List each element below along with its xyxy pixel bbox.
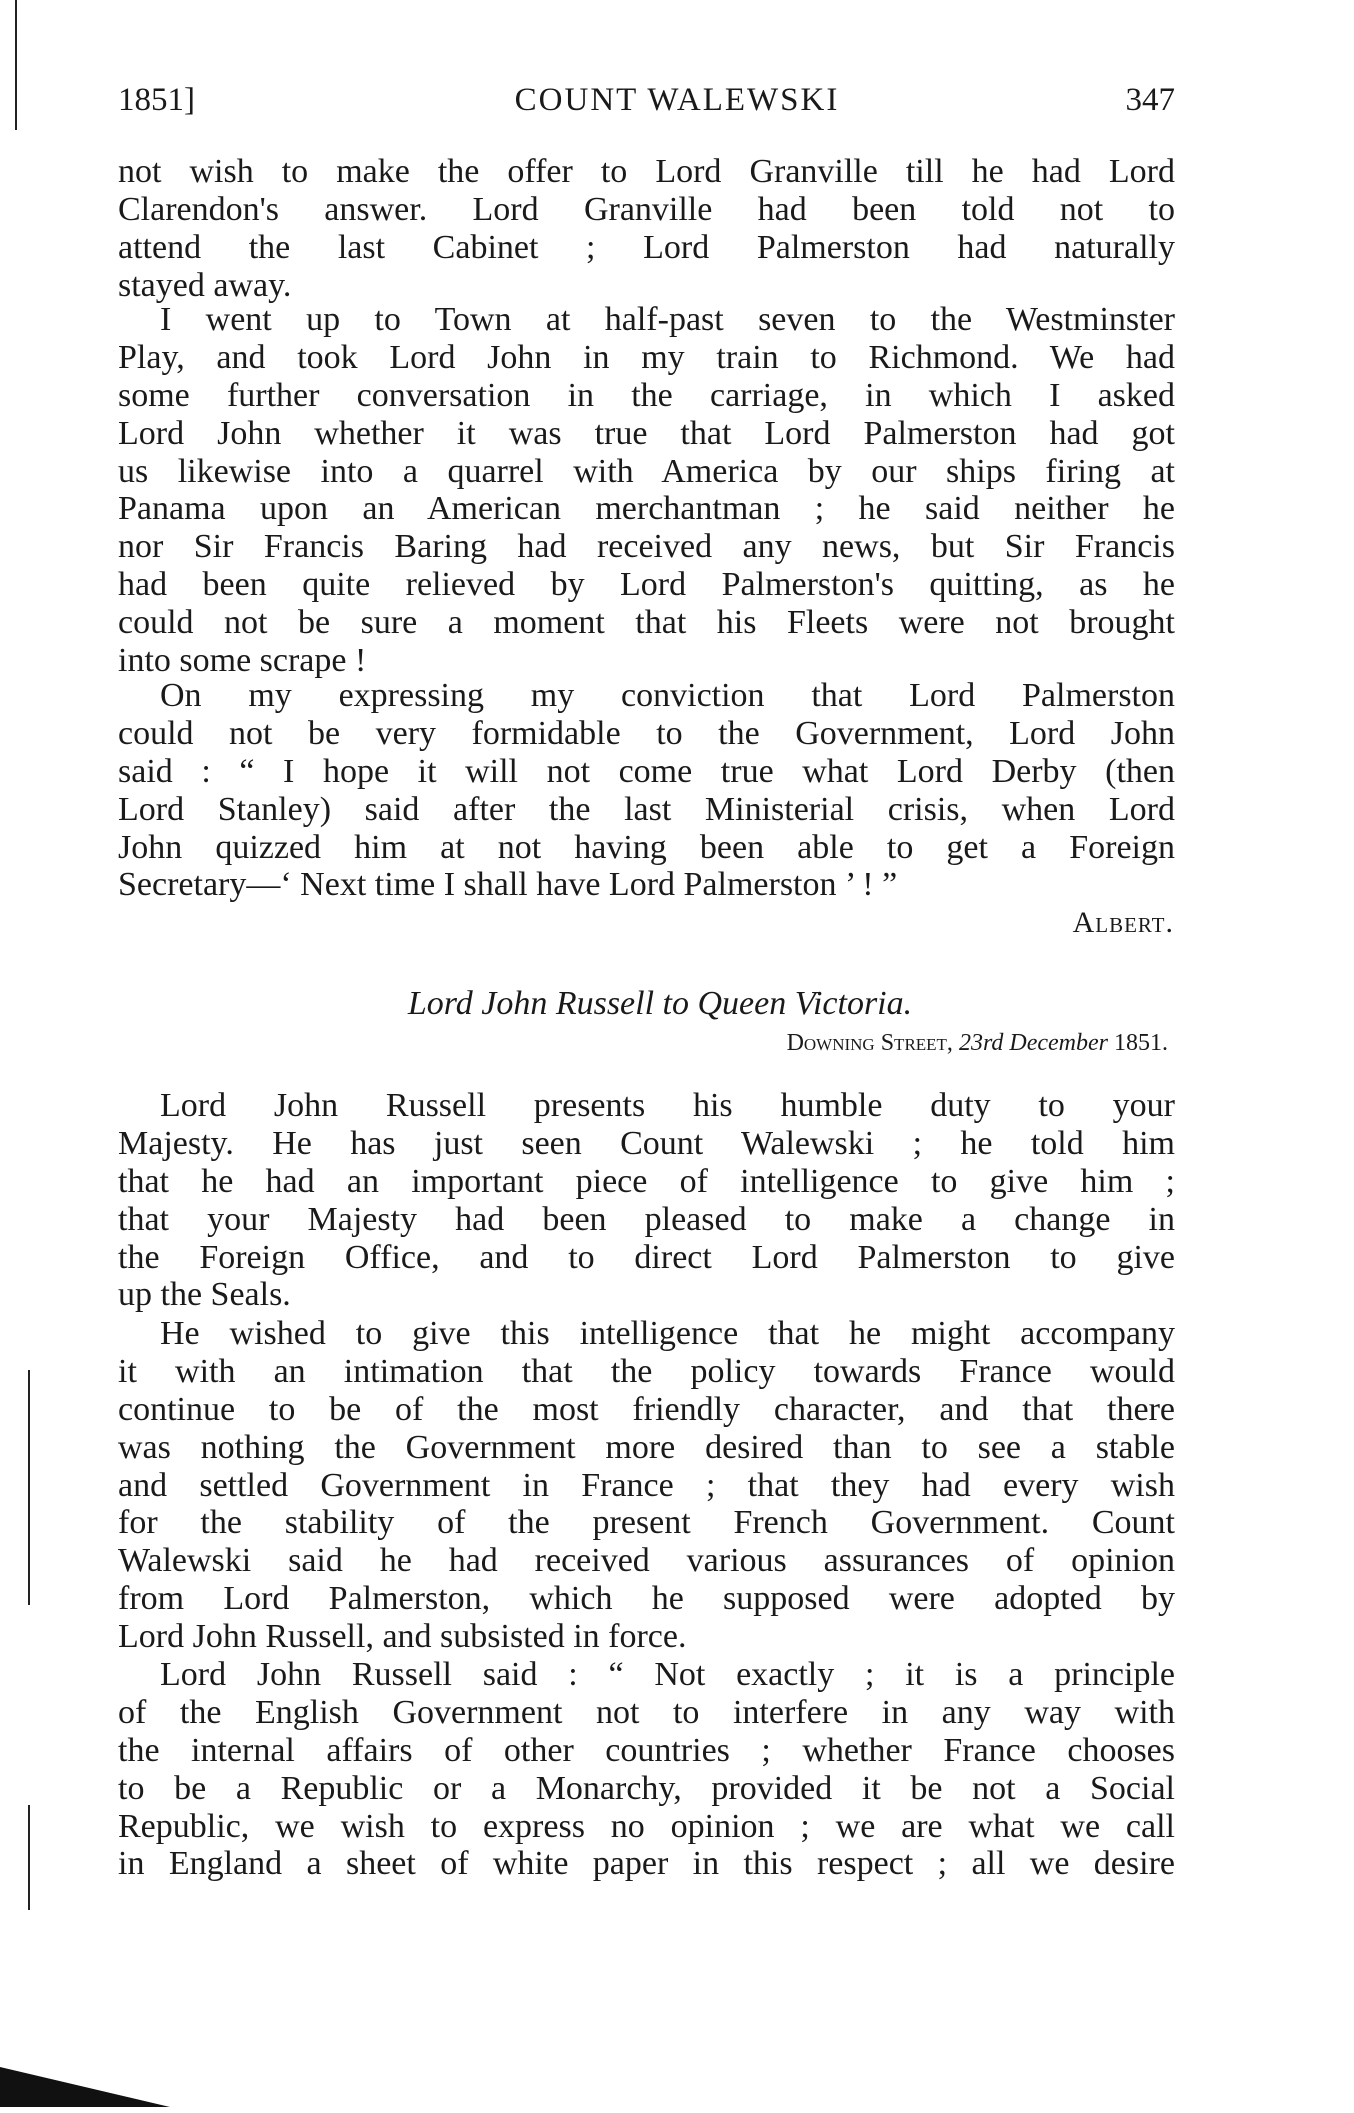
dateline-place: Downing Street, (786, 1030, 953, 1056)
paragraph (118, 677, 1175, 904)
text-line: to be a Republic or a Monarchy, provided it be not a Social (118, 1769, 1175, 1807)
text-line: of the English Government not to interfere in any way with (118, 1693, 1175, 1731)
text-line: from Lord Palmerston, which he supposed were adopted by (118, 1580, 1175, 1618)
paragraph (118, 301, 1175, 680)
text-line: Secretary—‘ Next time I shall have Lord Palmerston ’ ! ” (118, 866, 898, 904)
scan-margin-line (28, 1805, 30, 1910)
text-line: Panama upon an American merchantman ; he said neither he (118, 490, 1175, 528)
text-line: was nothing the Government more desired than to see a stable (118, 1428, 1175, 1466)
text-line: Lord Stanley) said after the last Ministerial crisis, when Lord (118, 790, 1175, 828)
running-head-year: 1851] (118, 82, 195, 118)
text-line: Republic, we wish to express no opinion ; we are what we call (118, 1807, 1175, 1845)
text-line: Lord John Russell said : “ Not exactly ; it is a principle (160, 1656, 1175, 1693)
text-line: Play, and took Lord John in my train to Richmond. We had (118, 338, 1175, 376)
scan-corner-mark (0, 2055, 170, 2107)
text-line: had been quite relieved by Lord Palmerston's quitting, as he (118, 566, 1175, 604)
text-line: John quizzed him at not having been able to get a Foreign (118, 828, 1175, 866)
dateline-date: 23rd December (958, 1030, 1108, 1056)
text-line: for the stability of the present French Government. Count (118, 1504, 1175, 1542)
text-line: On my expressing my conviction that Lord Palmerston (160, 677, 1175, 714)
text-line: and settled Government in France ; that they had every wish (118, 1466, 1175, 1504)
text-line: the internal affairs of other countries ; whether France chooses (118, 1731, 1175, 1769)
text-line: it with an intimation that the policy towards France would (118, 1352, 1175, 1390)
scan-margin-line (28, 1370, 30, 1605)
text-line: nor Sir Francis Baring had received any news, but Sir Francis (118, 528, 1175, 566)
text-line: not wish to make the offer to Lord Granville till he had Lord (118, 153, 1175, 190)
text-line: in England a sheet of white paper in this respect ; all we desire (118, 1845, 1175, 1883)
paragraph (118, 1087, 1175, 1314)
text-line: up the Seals. (118, 1276, 291, 1314)
text-line: that he had an important piece of intelligence to give him ; (118, 1162, 1175, 1200)
paragraph (118, 153, 1175, 305)
text-line: Lord John Russell, and subsisted in force. (118, 1618, 687, 1656)
text-line: into some scrape ! (118, 642, 367, 680)
text-line: some further conversation in the carriage, in which I asked (118, 376, 1175, 414)
text-line: the Foreign Office, and to direct Lord Palmerston to give (118, 1238, 1175, 1276)
text-line: Walewski said he had received various assurances of opinion (118, 1542, 1175, 1580)
text-line: attend the last Cabinet ; Lord Palmerston had naturally (118, 228, 1175, 266)
text-line: stayed away. (118, 266, 292, 304)
text-line: Clarendon's answer. Lord Granville had been told not to (118, 190, 1175, 228)
text-line: continue to be of the most friendly character, and that there (118, 1390, 1175, 1428)
text-line: Lord John whether it was true that Lord Palmerston had got (118, 414, 1175, 452)
letter-heading: Lord John Russell to Queen Victoria. (407, 985, 913, 1022)
running-head-title: COUNT WALEWSKI (514, 82, 840, 118)
paragraph (118, 1656, 1175, 1883)
text-line: us likewise into a quarrel with America by our ships firing at (118, 452, 1175, 490)
text-line: Majesty. He has just seen Count Walewski ; he told him (118, 1124, 1175, 1162)
text-line: Lord John Russell presents his humble duty to your (160, 1087, 1175, 1124)
dateline (787, 1030, 1168, 1057)
text-line: He wished to give this intelligence that he might accompany (160, 1315, 1175, 1352)
paragraph (118, 1315, 1175, 1656)
text-line: I went up to Town at half-past seven to the Westminster (160, 301, 1175, 338)
page-number: 347 (1125, 82, 1175, 118)
dateline-year: 1851. (1114, 1030, 1168, 1056)
signature: Albert. (1072, 906, 1174, 939)
text-line: could not be very formidable to the Government, Lord John (118, 714, 1175, 752)
text-line: said : “ I hope it will not come true what Lord Derby (then (118, 752, 1175, 790)
text-line: that your Majesty had been pleased to make a change in (118, 1200, 1175, 1238)
text-line: could not be sure a moment that his Fleets were not brought (118, 604, 1175, 642)
